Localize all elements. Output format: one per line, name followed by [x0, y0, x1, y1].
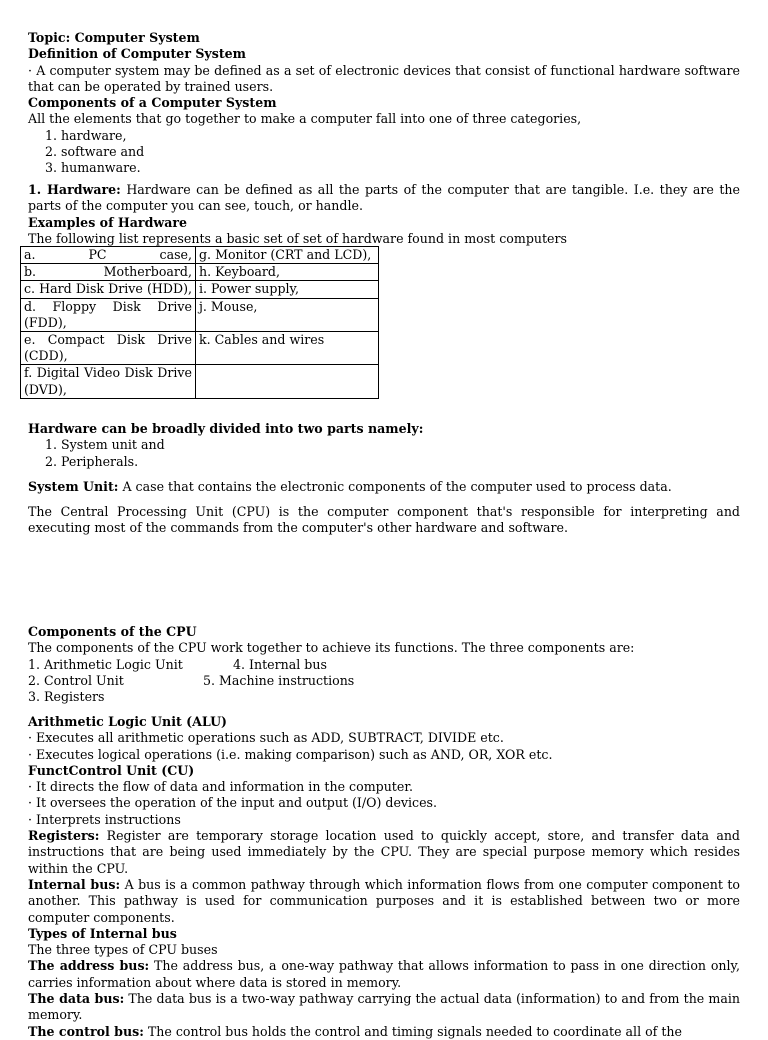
internal-bus-label: Internal bus: — [28, 876, 121, 892]
list-item: · It directs the flow of data and information in the computer. — [28, 779, 413, 795]
components-intro: All the elements that go together to make a computer fall into one of three categories, — [28, 111, 582, 127]
cpu-components-intro: The components of the CPU work together to achieve its functions. The three components are: — [28, 640, 635, 656]
table-cell: d. Floppy Disk Drive (FDD), — [21, 298, 196, 331]
table-row — [21, 264, 379, 281]
table-cell: h. Keyboard, — [196, 264, 379, 281]
cpu-components-heading: Components of the CPU — [28, 624, 197, 639]
table-row — [21, 365, 379, 398]
hardware-table — [20, 246, 379, 399]
table-cell: i. Power supply, — [196, 281, 379, 298]
control-bus-label: The control bus: — [28, 1023, 144, 1039]
data-bus-label: The data bus: — [28, 991, 125, 1007]
cpu-components-row — [28, 657, 740, 673]
alu-cu-section — [28, 714, 740, 1040]
table-cell: c. Hard Disk Drive (HDD), — [21, 281, 196, 298]
list-item: · Executes all arithmetic operations such as ADD, SUBTRACT, DIVIDE etc. — [28, 730, 504, 746]
list-item: · Interprets instructions — [28, 811, 181, 827]
bus-types-heading: Types of Internal bus — [28, 925, 177, 941]
list-item: 1. hardware, — [45, 127, 127, 143]
table-row — [21, 332, 379, 365]
table-cell: f. Digital Video Disk Drive (DVD), — [21, 365, 196, 398]
list-item: · Executes logical operations (i.e. making comparison) such as AND, OR, XOR etc. — [28, 746, 553, 762]
data-bus-text: The data bus is a two-way pathway carrying the actual data (information) to and from the main memory. — [28, 991, 740, 1023]
table-cell: e. Compact Disk Drive (CDD), — [21, 332, 196, 365]
system-unit-paragraph — [28, 479, 740, 495]
components-heading: Components of a Computer System — [28, 95, 277, 111]
table-cell — [196, 365, 379, 398]
hardware-label: 1. Hardware: — [28, 182, 121, 197]
hardware-paragraph — [28, 182, 740, 215]
table-cell: b. Motherboard, — [21, 264, 196, 281]
alu-heading: Arithmetic Logic Unit (ALU) — [28, 714, 228, 729]
hardware-text: Hardware can be defined as all the parts of the computer that are tangible. I.e. they are the parts of the computer you can see, touch, or handle. — [28, 182, 740, 214]
list-item: 2. Peripherals. — [45, 453, 139, 469]
list-item: 3. Registers — [28, 689, 105, 705]
control-bus-text: The control bus holds the control and timing signals needed to coordinate all of the — [143, 1023, 682, 1039]
table-row — [21, 247, 379, 264]
cpu-components-section — [28, 624, 740, 705]
divided-heading: Hardware can be broadly divided into two parts namely: — [28, 421, 424, 436]
table-cell: g. Monitor (CRT and LCD), — [196, 247, 379, 264]
internal-bus-paragraph — [28, 877, 740, 926]
list-item: 5. Machine instructions — [203, 672, 355, 688]
registers-label: Registers: — [28, 828, 100, 844]
list-item: 1. Arithmetic Logic Unit — [28, 656, 183, 672]
address-bus-paragraph — [28, 958, 740, 991]
system-unit-label: System Unit: — [28, 479, 119, 494]
topic-heading: Topic: Computer System — [28, 30, 200, 45]
bus-types-intro: The three types of CPU buses — [28, 942, 218, 958]
cpu-text: The Central Processing Unit (CPU) is the computer component that's responsible for interpreting and executing most of the commands from the computer's other hardware and software. — [28, 504, 740, 536]
address-bus-text: The address bus, a one-way pathway that allows information to pass in one direction only, carries information about where data is stored in memory. — [28, 958, 740, 990]
list-item: 2. Control Unit — [28, 672, 124, 688]
list-item: 1. System unit and — [45, 437, 165, 453]
cpu-components-row — [28, 673, 740, 689]
control-bus-paragraph — [28, 1024, 740, 1040]
hardware-section — [28, 182, 740, 247]
list-item: 4. Internal bus — [233, 656, 327, 672]
cpu-section — [28, 504, 740, 537]
table-cell: k. Cables and wires — [196, 332, 379, 365]
registers-paragraph — [28, 828, 740, 877]
system-unit-text: A case that contains the electronic components of the computer used to process data. — [118, 479, 672, 494]
intro-section — [28, 30, 740, 177]
table-cell: j. Mouse, — [196, 298, 379, 331]
address-bus-label: The address bus: — [28, 958, 150, 974]
list-item: · It oversees the operation of the input and output (I/O) devices. — [28, 795, 438, 811]
definition-text: · A computer system may be defined as a set of electronic devices that consist of functional hardware software that can be operated by trained users. — [28, 62, 740, 94]
hardware-division-section — [28, 421, 740, 470]
table-cell: a. PC case, — [21, 247, 196, 264]
definition-heading: Definition of Computer System — [28, 46, 246, 62]
registers-text: Register are temporary storage location used to quickly accept, store, and transfer data and instructions that are being used immediately by the CPU. They are special purpose memory which resides within the CPU. — [28, 828, 740, 876]
data-bus-paragraph — [28, 991, 740, 1024]
examples-intro: The following list represents a basic set of set of hardware found in most computers — [28, 230, 567, 246]
table-row — [21, 281, 379, 298]
examples-heading: Examples of Hardware — [28, 214, 188, 230]
system-unit-section — [28, 479, 740, 495]
cu-heading: FunctControl Unit (CU) — [28, 762, 195, 778]
internal-bus-text: A bus is a common pathway through which information flows from one computer component to another. This pathway is used for communication purposes and it is established between two or more computer components. — [28, 876, 740, 925]
table-row — [21, 298, 379, 331]
list-item: 3. humanware. — [45, 160, 141, 176]
list-item: 2. software and — [45, 144, 145, 160]
